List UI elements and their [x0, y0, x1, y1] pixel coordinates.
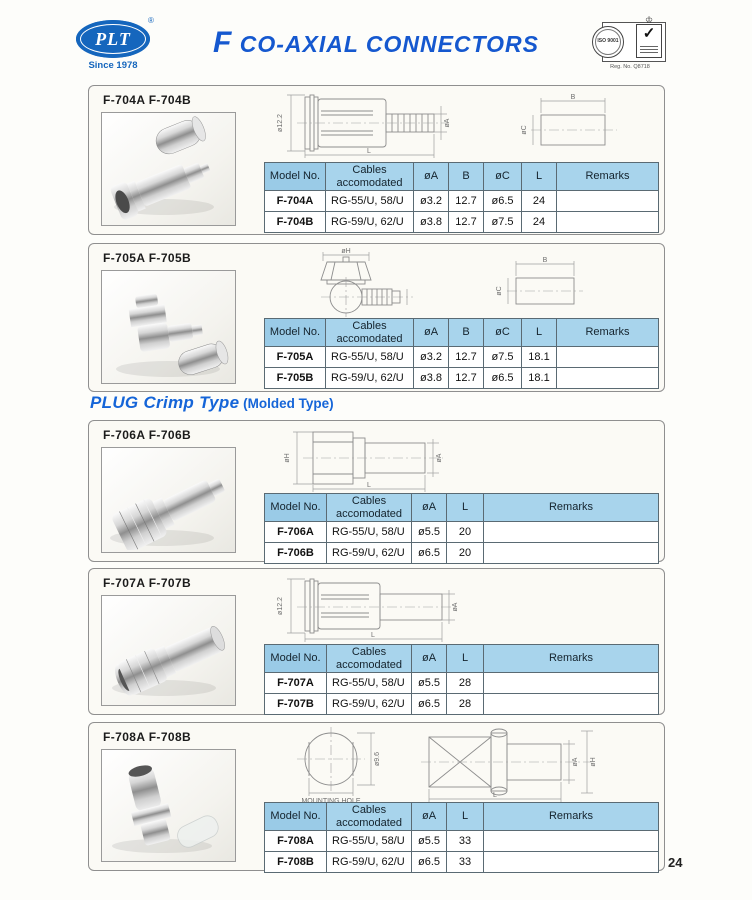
- registered-trademark-icon: ®: [148, 16, 154, 25]
- table-cell: [484, 543, 659, 564]
- column-header: Remarks: [484, 494, 659, 522]
- dim-label: B: [542, 257, 548, 264]
- page-title-rest: CO-AXIAL CONNECTORS: [232, 31, 539, 57]
- table-header-row: [265, 803, 659, 831]
- section-label: F-706A F-706B: [103, 428, 192, 442]
- table-cell: 24: [522, 212, 557, 233]
- spec-table-f707: [264, 644, 659, 715]
- heading-main: PLUG Crimp Type: [90, 393, 240, 412]
- technical-drawing-f707: [261, 571, 651, 645]
- column-header: L: [522, 163, 557, 191]
- spec-table-f708: [264, 802, 659, 873]
- table-cell: ø5.5: [412, 522, 447, 543]
- iso-9001-seal-icon: [592, 26, 624, 58]
- column-header: Model No.: [265, 319, 326, 347]
- table-cell: ø6.5: [484, 191, 522, 212]
- column-header: Model No.: [265, 803, 327, 831]
- table-header-row: [265, 319, 659, 347]
- column-header: Model No.: [265, 645, 327, 673]
- table-row: [265, 347, 659, 368]
- dim-label: øH: [341, 248, 351, 255]
- table-cell: 12.7: [449, 368, 484, 389]
- table-header-row: [265, 494, 659, 522]
- table-cell: RG-55/U, 58/U: [327, 673, 412, 694]
- table-row: [265, 522, 659, 543]
- column-header: Remarks: [484, 645, 659, 673]
- table-cell: ø6.5: [412, 694, 447, 715]
- heading-suffix: (Molded Type): [239, 396, 334, 411]
- table-cell: 20: [447, 543, 484, 564]
- product-photo-frame: [101, 595, 236, 706]
- column-header: Remarks: [484, 803, 659, 831]
- table-cell: [484, 831, 659, 852]
- table-cell: ø7.5: [484, 347, 522, 368]
- table-cell: RG-59/U, 62/U: [326, 212, 414, 233]
- checkmark-icon: ✓: [642, 25, 656, 42]
- spec-table-f704: [264, 162, 659, 233]
- logo-tagline: Since 1978: [88, 60, 138, 71]
- section-f708: [88, 722, 665, 871]
- dim-label: B: [570, 94, 576, 101]
- table-row: [265, 694, 659, 715]
- table-cell: F-707A: [265, 673, 327, 694]
- column-header: Cables accomodated: [326, 163, 414, 191]
- table-cell: ø5.5: [412, 831, 447, 852]
- section-label: F-707A F-707B: [103, 576, 192, 590]
- table-cell: 33: [447, 831, 484, 852]
- table-row: [265, 212, 659, 233]
- spec-table-f706: [264, 493, 659, 564]
- column-header: øA: [412, 645, 447, 673]
- column-header: Cables accomodated: [327, 494, 412, 522]
- dim-label: L: [371, 632, 375, 639]
- table-cell: F-706A: [265, 522, 327, 543]
- crown-icon: ♔: [644, 15, 654, 25]
- column-header: L: [447, 494, 484, 522]
- badge-text-lines: [640, 46, 658, 55]
- section-f705: [88, 243, 665, 392]
- section-label: F-704A F-704B: [103, 93, 192, 107]
- product-photo-f706: [102, 448, 233, 550]
- column-header: Model No.: [265, 494, 327, 522]
- table-cell: F-708A: [265, 831, 327, 852]
- table-cell: ø3.8: [414, 212, 449, 233]
- product-photo-f707: [102, 596, 233, 703]
- table-cell: RG-55/U, 58/U: [327, 522, 412, 543]
- spec-table-f705: [264, 318, 659, 389]
- table-cell: RG-59/U, 62/U: [327, 694, 412, 715]
- dim-label: ø12.2: [277, 597, 284, 615]
- table-cell: 24: [522, 191, 557, 212]
- product-photo-f705: [102, 271, 233, 381]
- table-cell: F-708B: [265, 852, 327, 873]
- table-cell: [557, 347, 659, 368]
- table-cell: F-704A: [265, 191, 326, 212]
- table-row: [265, 673, 659, 694]
- table-header-row: [265, 645, 659, 673]
- section-f707: [88, 568, 665, 715]
- iso-9001-label: ISO 9001: [597, 38, 619, 45]
- column-header: L: [522, 319, 557, 347]
- dim-label: L: [493, 792, 497, 799]
- table-cell: F-705A: [265, 347, 326, 368]
- table-row: [265, 852, 659, 873]
- column-header: Remarks: [557, 163, 659, 191]
- dim-label: øH: [590, 757, 597, 767]
- section-f706: [88, 420, 665, 562]
- plug-crimp-type-heading: [90, 393, 334, 413]
- table-row: [265, 543, 659, 564]
- table-row: [265, 191, 659, 212]
- table-row: [265, 368, 659, 389]
- page-title-initial: F: [213, 26, 233, 59]
- table-cell: RG-55/U, 58/U: [326, 191, 414, 212]
- table-cell: ø6.5: [484, 368, 522, 389]
- dim-label: ø9.6: [374, 751, 381, 767]
- column-header: L: [447, 803, 484, 831]
- table-cell: ø3.8: [414, 368, 449, 389]
- table-cell: ø5.5: [412, 673, 447, 694]
- product-photo-frame: [101, 270, 236, 384]
- table-cell: 33: [447, 852, 484, 873]
- dim-label: L: [367, 482, 371, 489]
- dim-label: L: [367, 148, 371, 155]
- table-cell: F-707B: [265, 694, 327, 715]
- table-cell: [484, 673, 659, 694]
- technical-drawing-f704: [261, 88, 651, 160]
- column-header: Cables accomodated: [327, 803, 412, 831]
- table-header-row: [265, 163, 659, 191]
- table-cell: 18.1: [522, 347, 557, 368]
- column-header: L: [447, 645, 484, 673]
- column-header: øC: [484, 163, 522, 191]
- product-photo-frame: [101, 112, 236, 226]
- dim-label: øA: [444, 118, 451, 128]
- table-cell: [484, 522, 659, 543]
- table-cell: 20: [447, 522, 484, 543]
- table-cell: ø3.2: [414, 191, 449, 212]
- technical-drawing-f708: [261, 725, 651, 805]
- product-photo-frame: [101, 749, 236, 862]
- table-cell: 28: [447, 694, 484, 715]
- dim-label: øC: [496, 286, 503, 296]
- page-number: 24: [668, 855, 683, 870]
- table-cell: RG-59/U, 62/U: [327, 852, 412, 873]
- table-cell: 28: [447, 673, 484, 694]
- table-cell: F-706B: [265, 543, 327, 564]
- product-photo-f708: [102, 750, 233, 859]
- technical-drawing-f705: [261, 246, 651, 318]
- table-cell: [484, 852, 659, 873]
- column-header: B: [449, 319, 484, 347]
- section-label: F-705A F-705B: [103, 251, 192, 265]
- table-cell: 12.7: [449, 347, 484, 368]
- dim-label: øA: [436, 453, 443, 463]
- column-header: øA: [414, 319, 449, 347]
- column-header: B: [449, 163, 484, 191]
- column-header: Model No.: [265, 163, 326, 191]
- table-cell: 12.7: [449, 212, 484, 233]
- column-header: Cables accomodated: [327, 645, 412, 673]
- table-cell: 12.7: [449, 191, 484, 212]
- table-cell: RG-55/U, 58/U: [326, 347, 414, 368]
- table-cell: RG-59/U, 62/U: [326, 368, 414, 389]
- table-cell: 18.1: [522, 368, 557, 389]
- dim-label: øC: [521, 125, 528, 135]
- table-row: [265, 831, 659, 852]
- table-cell: F-705B: [265, 368, 326, 389]
- cert-registration-number: Reg. No. Q8718: [610, 64, 650, 70]
- table-cell: RG-55/U, 58/U: [327, 831, 412, 852]
- certification-marks: [590, 15, 670, 70]
- quality-checkmark-badge-icon: [636, 15, 662, 58]
- table-cell: ø7.5: [484, 212, 522, 233]
- product-photo-f704: [102, 113, 233, 223]
- product-photo-frame: [101, 447, 236, 553]
- table-cell: ø3.2: [414, 347, 449, 368]
- dim-label: øA: [572, 757, 579, 767]
- column-header: Cables accomodated: [326, 319, 414, 347]
- table-cell: ø6.5: [412, 543, 447, 564]
- table-cell: F-704B: [265, 212, 326, 233]
- table-cell: ø6.5: [412, 852, 447, 873]
- plt-logo-text: PLT: [95, 28, 131, 49]
- dim-label: øH: [284, 453, 291, 463]
- dim-label: øA: [452, 602, 459, 612]
- column-header: øA: [412, 803, 447, 831]
- section-f704: [88, 85, 665, 235]
- table-cell: [557, 212, 659, 233]
- column-header: øA: [414, 163, 449, 191]
- section-label: F-708A F-708B: [103, 730, 192, 744]
- table-cell: RG-59/U, 62/U: [327, 543, 412, 564]
- table-cell: [557, 368, 659, 389]
- column-header: Remarks: [557, 319, 659, 347]
- column-header: øA: [412, 494, 447, 522]
- table-cell: [484, 694, 659, 715]
- column-header: øC: [484, 319, 522, 347]
- technical-drawing-f706: [261, 423, 651, 493]
- dim-label: ø12.2: [277, 114, 284, 132]
- table-cell: [557, 191, 659, 212]
